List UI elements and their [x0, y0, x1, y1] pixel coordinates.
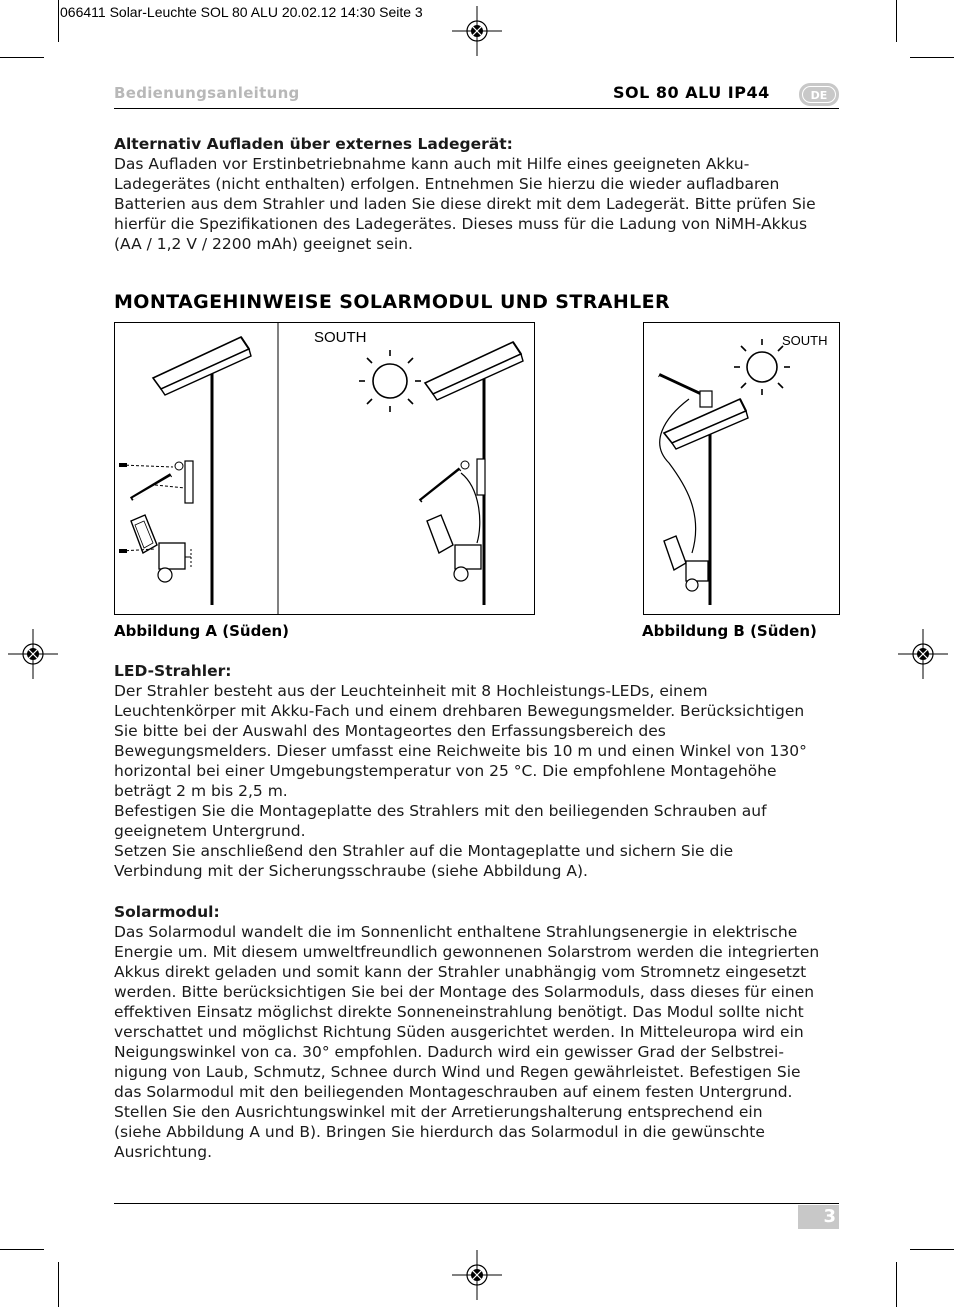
figure-b-illustration — [644, 323, 839, 614]
footer-rule — [114, 1203, 839, 1204]
charge-heading: Alternativ Aufladen über externes Ladegerät: — [114, 135, 513, 153]
led-line: Leuchtenkörper mit Akku-Fach und einem drehbaren Bewegungsmelder. Berücksichtigen — [114, 702, 805, 720]
solar-line: verschattet und möglichst Richtung Süden ausgerichtet werden. In Mitteleuropa wird ein — [114, 1023, 804, 1041]
registration-mark-left — [8, 629, 58, 679]
led-line: Bewegungsmelders. Dieser umfasst eine Reichweite bis 10 m und einen Winkel von 130° — [114, 742, 807, 760]
solar-section — [114, 902, 842, 1162]
language-badge-label: DE — [802, 86, 836, 103]
solar-line: nigung von Laub, Schmutz, Schnee durch Wind und Regen gewährleistet. Befestigen Sie — [114, 1063, 801, 1081]
registration-mark-right — [898, 629, 948, 679]
charge-section — [114, 134, 842, 254]
led-line: geeignetem Untergrund. — [114, 822, 306, 840]
led-line: Sie bitte bei der Auswahl des Montageortes den Erfassungsbereich des — [114, 722, 666, 740]
charge-line: (AA / 1,2 V / 2200 mAh) geeignet sein. — [114, 235, 413, 253]
solar-heading: Solarmodul: — [114, 903, 220, 921]
south-label-b: SOUTH — [782, 333, 828, 348]
language-badge — [799, 83, 839, 106]
led-line: beträgt 2 m bis 2,5 m. — [114, 782, 288, 800]
page-number: 3 — [798, 1205, 839, 1229]
section-label: Bedienungsanleitung — [114, 84, 300, 102]
figure-b — [643, 322, 840, 615]
solar-line: effektiven Einsatz möglichst direkte Sonneneinstrahlung benötigt. Das Modul sollte nicht — [114, 1003, 804, 1021]
registration-mark-top — [452, 6, 502, 56]
solar-line: Ausrichtung. — [114, 1143, 213, 1161]
figure-a — [114, 322, 535, 615]
charge-line: Batterien aus dem Strahler und laden Sie diese direkt mit dem Ladegerät. Bitte prüfen Sie — [114, 195, 816, 213]
charge-line: Das Aufladen vor Erstinbetriebnahme kann auch mit Hilfe eines geeigneten Akku- — [114, 155, 750, 173]
led-heading: LED-Strahler: — [114, 662, 232, 680]
led-line: Verbindung mit der Sicherungsschraube (siehe Abbildung A). — [114, 862, 588, 880]
charge-line: Ladegerätes (nicht enthalten) erfolgen. Entnehmen Sie hierzu die wieder aufladbaren — [114, 175, 780, 193]
led-line: horizontal bei einer Umgebungstemperatur von 25 °C. Die empfohlene Montagehöhe — [114, 762, 777, 780]
led-line: Der Strahler besteht aus der Leuchteinheit mit 8 Hochleistungs-LEDs, einem — [114, 682, 708, 700]
caption-figure-b: Abbildung B (Süden) — [642, 622, 817, 640]
charge-line: hierfür die Spezifikationen des Ladegerätes. Dieses muss für die Ladung von NiMH-Akkus — [114, 215, 808, 233]
led-line: Setzen Sie anschließend den Strahler auf die Montageplatte und sichern Sie die — [114, 842, 734, 860]
solar-line: werden. Bitte berücksichtigen Sie bei der Montage des Solarmoduls, dass dieses für einen — [114, 983, 815, 1001]
solar-line: Neigungswinkel von ca. 30° empfohlen. Dadurch wird ein gewisser Grad der Selbstrei- — [114, 1043, 784, 1061]
solar-line: Akkus direkt geladen und somit kann der Strahler unabhängig vom Stromnetz eingesetzt — [114, 963, 807, 981]
solar-line: Das Solarmodul wandelt die im Sonnenlicht enthaltene Strahlungsenergie in elektrische — [114, 923, 798, 941]
mounting-title: MONTAGEHINWEISE SOLARMODUL UND STRAHLER — [114, 291, 671, 313]
solar-line: Energie um. Mit diesem umweltfreundlich gewonnenen Solarstrom werden die integrierten — [114, 943, 820, 961]
header-rule — [114, 108, 839, 109]
south-label-a: SOUTH — [314, 329, 367, 346]
solar-line: das Solarmodul mit den beiliegenden Montageschrauben auf einem festen Untergrund. — [114, 1083, 793, 1101]
print-slug: 066411 Solar-Leuchte SOL 80 ALU 20.02.12 14:30 Seite 3 — [60, 4, 423, 20]
model-title: SOL 80 ALU IP44 — [613, 83, 770, 102]
solar-line: Stellen Sie den Ausrichtungswinkel mit der Arretierungshalterung entsprechend ein — [114, 1103, 763, 1121]
led-line: Befestigen Sie die Montageplatte des Strahlers mit den beiliegenden Schrauben auf — [114, 802, 767, 820]
registration-mark-bottom — [452, 1250, 502, 1300]
figure-a-illustration — [115, 323, 534, 614]
caption-figure-a: Abbildung A (Süden) — [114, 622, 290, 640]
led-section — [114, 661, 842, 881]
solar-line: (siehe Abbildung A und B). Bringen Sie hierdurch das Solarmodul in die gewünschte — [114, 1123, 765, 1141]
